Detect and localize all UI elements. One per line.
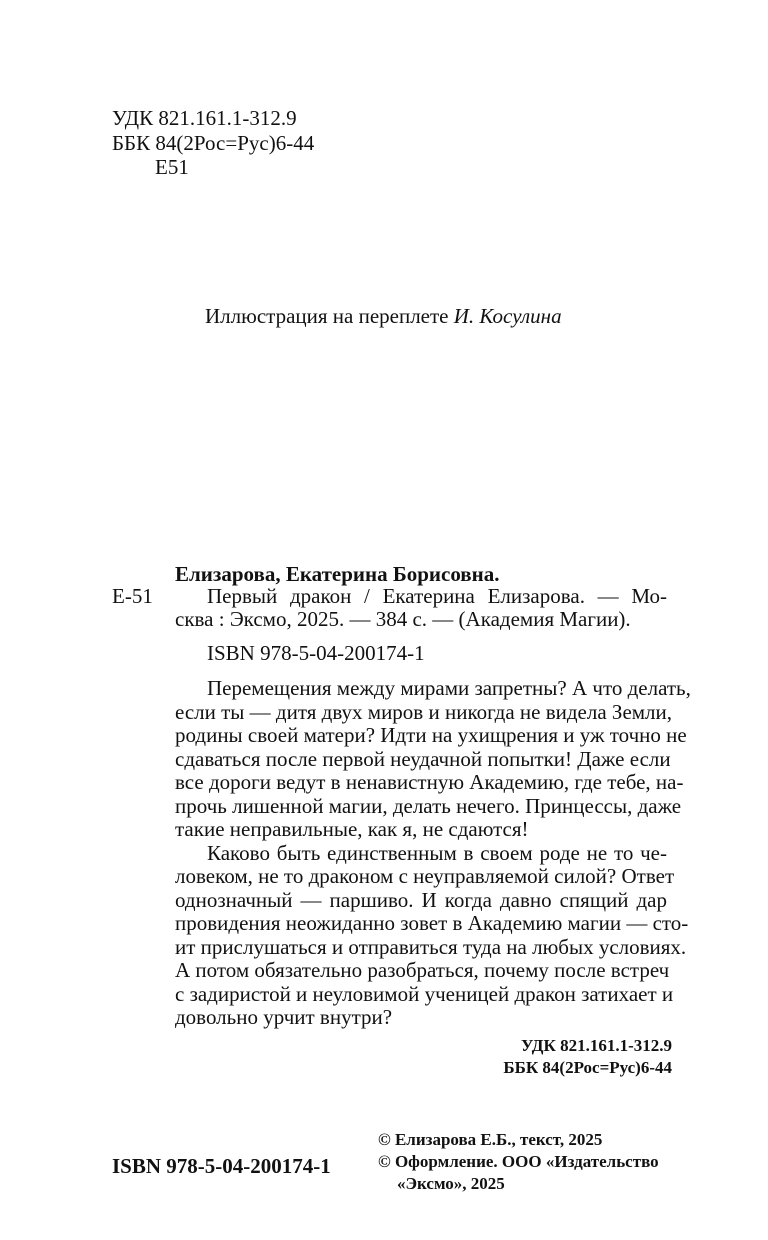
author-mark: Е51 <box>155 155 189 179</box>
footer-isbn: ISBN 978-5-04-200174-1 <box>112 1154 331 1178</box>
author-heading: Елизарова, Екатерина Борисовна. <box>175 562 500 586</box>
copyright-line: «Эксмо», 2025 <box>397 1174 505 1193</box>
record-isbn: ISBN 978-5-04-200174-1 <box>207 641 425 665</box>
description-line: сква : Эксмо, 2025. — 384 с. — (Академия Магии). <box>175 607 631 631</box>
bbk-code: ББК 84(2Рос=Рус)6-44 <box>112 131 315 155</box>
illustration-prefix: Иллюстрация на переплете <box>205 304 454 328</box>
bbk-code-repeat: ББК 84(2Рос=Рус)6-44 <box>503 1058 672 1077</box>
shelf-mark: Е-51 <box>112 584 153 608</box>
udk-code-repeat: УДК 821.161.1-312.9 <box>521 1036 672 1055</box>
annotation-line: однозначный — паршиво. И когда давно спящий дар <box>175 888 667 912</box>
copyright-line: © Оформление. ООО «Издательство <box>378 1152 659 1171</box>
annotation-line: прочь лишенной магии, делать нечего. Принцессы, даже <box>175 794 682 818</box>
udk-code: УДК 821.161.1-312.9 <box>112 106 297 130</box>
annotation-line: сдаваться после первой неудачной попытки! Даже если <box>175 747 671 771</box>
annotation-line: если ты — дитя двух миров и никогда не видела Земли, <box>175 700 673 724</box>
annotation-line: А потом обязательно разобраться, почему после встреч <box>175 958 670 982</box>
copyright-line: © Елизарова Е.Б., текст, 2025 <box>378 1130 603 1149</box>
annotation-line: Каково быть единственным в своем роде не то че- <box>207 841 667 865</box>
illustration-credit <box>205 304 562 328</box>
annotation-line: ит прислушаться и отправиться туда на любых условиях. <box>175 935 687 959</box>
annotation-line: довольно урчит внутри? <box>175 1005 393 1029</box>
annotation-line: все дороги ведут в ненавистную Академию, где тебе, на- <box>175 770 684 794</box>
annotation-line: такие неправильные, как я, не сдаются! <box>175 817 529 841</box>
annotation-line: провидения неожиданно зовет в Академию магии — сто- <box>175 911 689 935</box>
annotation-line: с задиристой и неуловимой ученицей дракон затихает и <box>175 982 674 1006</box>
annotation-line: ловеком, не то драконом с неуправляемой силой? Ответ <box>175 864 675 888</box>
annotation-line: Перемещения между мирами запретны? А что делать, <box>207 676 691 700</box>
illustration-artist: И. Косулина <box>453 304 562 328</box>
description-line: Первый дракон / Екатерина Елизарова. — Мо- <box>207 584 667 608</box>
annotation-line: родины своей матери? Идти на ухищрения и уж точно не <box>175 723 687 747</box>
